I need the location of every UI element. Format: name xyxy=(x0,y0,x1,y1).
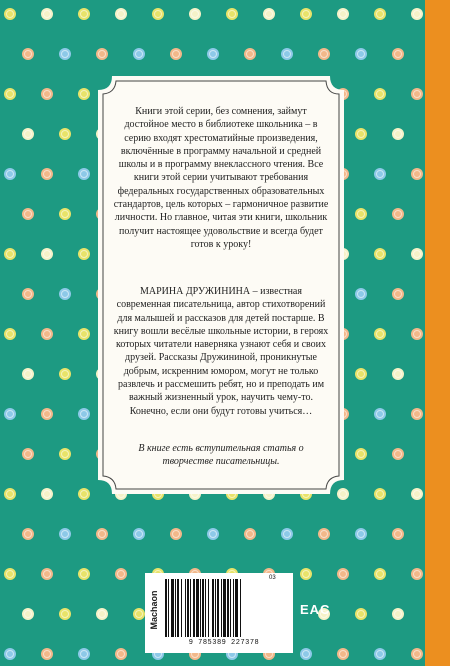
polka-dot xyxy=(207,48,219,60)
barcode-bar xyxy=(181,579,182,637)
polka-dot xyxy=(4,8,16,20)
barcode-bar xyxy=(175,579,176,637)
polka-dot xyxy=(22,528,34,540)
polka-dot xyxy=(59,288,71,300)
polka-dot xyxy=(78,648,90,660)
polka-dot xyxy=(355,368,367,380)
barcode-bar xyxy=(171,579,174,637)
polka-dot xyxy=(96,48,108,60)
barcode-bar xyxy=(190,579,191,637)
polka-dot xyxy=(41,248,53,260)
polka-dot xyxy=(4,88,16,100)
polka-dot xyxy=(355,608,367,620)
polka-dot xyxy=(374,568,386,580)
polka-dot xyxy=(374,88,386,100)
polka-dot xyxy=(392,128,404,140)
polka-dot xyxy=(337,648,349,660)
polka-dot xyxy=(41,328,53,340)
polka-dot xyxy=(41,648,53,660)
polka-dot xyxy=(337,8,349,20)
barcode-bar xyxy=(165,579,167,637)
polka-dot xyxy=(115,568,127,580)
polka-dot xyxy=(374,488,386,500)
barcode-bar xyxy=(196,579,199,637)
polka-dot xyxy=(78,568,90,580)
polka-dot xyxy=(411,88,423,100)
polka-dot xyxy=(78,168,90,180)
polka-dot xyxy=(22,128,34,140)
polka-dot xyxy=(226,8,238,20)
polka-dot xyxy=(411,408,423,420)
polka-dot xyxy=(59,528,71,540)
publisher-name: Machaon xyxy=(149,590,159,630)
polka-dot xyxy=(59,608,71,620)
polka-dot xyxy=(189,8,201,20)
series-description: Книги этой серии, без сомнения, займут достойное место в библиотеке школьника – в серию входят хрестоматийные произведения, включённые в программу начальной и средней школы и в программу внеклассного чтения. Все книги этой серии учитывают требования федеральных государственных образовательных стандартов, цель которых – гармоничное развитие личности. Но главное, читая эти книги, школьник получит настоящее удовольствие и всегда будет готов к уроку! xyxy=(113,106,329,250)
polka-dot xyxy=(374,648,386,660)
polka-dot xyxy=(411,488,423,500)
book-spine-edge xyxy=(425,0,450,666)
polka-dot xyxy=(59,208,71,220)
polka-dot xyxy=(41,568,53,580)
polka-dot xyxy=(355,288,367,300)
polka-dot xyxy=(96,528,108,540)
polka-dot xyxy=(133,528,145,540)
barcode-bar xyxy=(215,579,216,637)
polka-dot xyxy=(244,48,256,60)
polka-dot xyxy=(133,48,145,60)
polka-dot xyxy=(41,408,53,420)
barcode-bar xyxy=(208,579,209,637)
barcode-bar xyxy=(240,579,241,637)
barcode-bar xyxy=(227,579,229,637)
polka-dot xyxy=(4,248,16,260)
polka-dot xyxy=(59,128,71,140)
polka-dot xyxy=(281,48,293,60)
polka-dot xyxy=(263,8,275,20)
polka-dot xyxy=(374,328,386,340)
polka-dot xyxy=(411,328,423,340)
barcode-addon: 03 xyxy=(269,575,276,581)
polka-dot xyxy=(300,8,312,20)
barcode-bar xyxy=(223,579,226,637)
polka-dot xyxy=(22,448,34,460)
polka-dot xyxy=(22,48,34,60)
polka-dot xyxy=(78,408,90,420)
polka-dot xyxy=(41,168,53,180)
polka-dot xyxy=(59,448,71,460)
barcode-bar xyxy=(185,579,186,637)
polka-dot xyxy=(300,568,312,580)
polka-dot xyxy=(4,168,16,180)
barcode-bar xyxy=(202,579,204,637)
barcode-bar xyxy=(212,579,214,637)
polka-dot xyxy=(152,8,164,20)
barcode-bar xyxy=(193,579,195,637)
isbn-number: 9 785389 227378 xyxy=(188,639,260,647)
eac-certification-mark: EAC xyxy=(300,602,331,617)
polka-dot xyxy=(392,608,404,620)
polka-dot xyxy=(355,448,367,460)
polka-dot xyxy=(355,528,367,540)
polka-dot xyxy=(96,608,108,620)
polka-dot xyxy=(22,208,34,220)
barcode-label xyxy=(145,573,293,653)
polka-dot xyxy=(41,488,53,500)
polka-dot xyxy=(22,368,34,380)
polka-dot xyxy=(374,8,386,20)
polka-dot xyxy=(392,288,404,300)
polka-dot xyxy=(78,248,90,260)
polka-dot xyxy=(374,168,386,180)
polka-dot xyxy=(170,48,182,60)
polka-dot xyxy=(4,408,16,420)
polka-dot xyxy=(281,528,293,540)
barcode-bar xyxy=(235,579,238,637)
polka-dot xyxy=(4,328,16,340)
polka-dot xyxy=(392,208,404,220)
polka-dot xyxy=(244,528,256,540)
polka-dot xyxy=(170,528,182,540)
polka-dot xyxy=(411,568,423,580)
polka-dot xyxy=(78,328,90,340)
polka-dot xyxy=(59,368,71,380)
polka-dot xyxy=(4,568,16,580)
barcode-bar xyxy=(177,579,179,637)
polka-dot xyxy=(78,88,90,100)
barcode-bars xyxy=(165,579,265,637)
polka-dot xyxy=(22,288,34,300)
polka-dot xyxy=(115,648,127,660)
polka-dot xyxy=(318,48,330,60)
polka-dot xyxy=(392,368,404,380)
polka-dot xyxy=(41,88,53,100)
polka-dot xyxy=(355,48,367,60)
polka-dot xyxy=(374,408,386,420)
barcode-bar xyxy=(200,579,201,637)
polka-dot xyxy=(115,8,127,20)
polka-dot xyxy=(355,128,367,140)
barcode-bar xyxy=(168,579,169,637)
polka-dot xyxy=(22,608,34,620)
barcode-bar xyxy=(221,579,222,637)
text-panel xyxy=(98,76,344,494)
polka-dot xyxy=(392,448,404,460)
publisher-logo xyxy=(145,573,163,653)
polka-dot xyxy=(59,48,71,60)
intro-note: В книге есть вступительная статья о творчестве писательницы. xyxy=(138,443,304,468)
polka-dot xyxy=(374,248,386,260)
polka-dot xyxy=(337,568,349,580)
polka-dot xyxy=(411,648,423,660)
barcode-bar xyxy=(187,579,189,637)
polka-dot xyxy=(411,248,423,260)
polka-dot xyxy=(4,648,16,660)
polka-dot xyxy=(355,208,367,220)
polka-dot xyxy=(411,8,423,20)
polka-dot xyxy=(300,648,312,660)
barcode-bar xyxy=(205,579,206,637)
polka-dot xyxy=(4,488,16,500)
polka-dot xyxy=(41,8,53,20)
polka-dot xyxy=(392,48,404,60)
polka-dot xyxy=(411,168,423,180)
polka-dot xyxy=(207,528,219,540)
polka-dot xyxy=(318,528,330,540)
author-description: МАРИНА ДРУЖИНИНА – известная современная писательница, автор стихотворений для малышей и рассказов для детей постарше. В книгу вошли весёлые школьные истории, в героях которых читатели наверняка узнают себя и своих друзей. Рассказы Дружининой, проникнутые добрым, искренним юмором, могут не только развлечь и рассмешить ребят, но и преподать им важный жизненный урок, научить чему-то. Конечно, если они будут готовы учиться… xyxy=(113,286,329,417)
polka-dot xyxy=(392,528,404,540)
polka-dot xyxy=(133,608,145,620)
polka-dot xyxy=(78,8,90,20)
polka-dot xyxy=(78,488,90,500)
barcode-bar xyxy=(233,579,234,637)
barcode-bar xyxy=(217,579,219,637)
barcode-bar xyxy=(230,579,231,637)
